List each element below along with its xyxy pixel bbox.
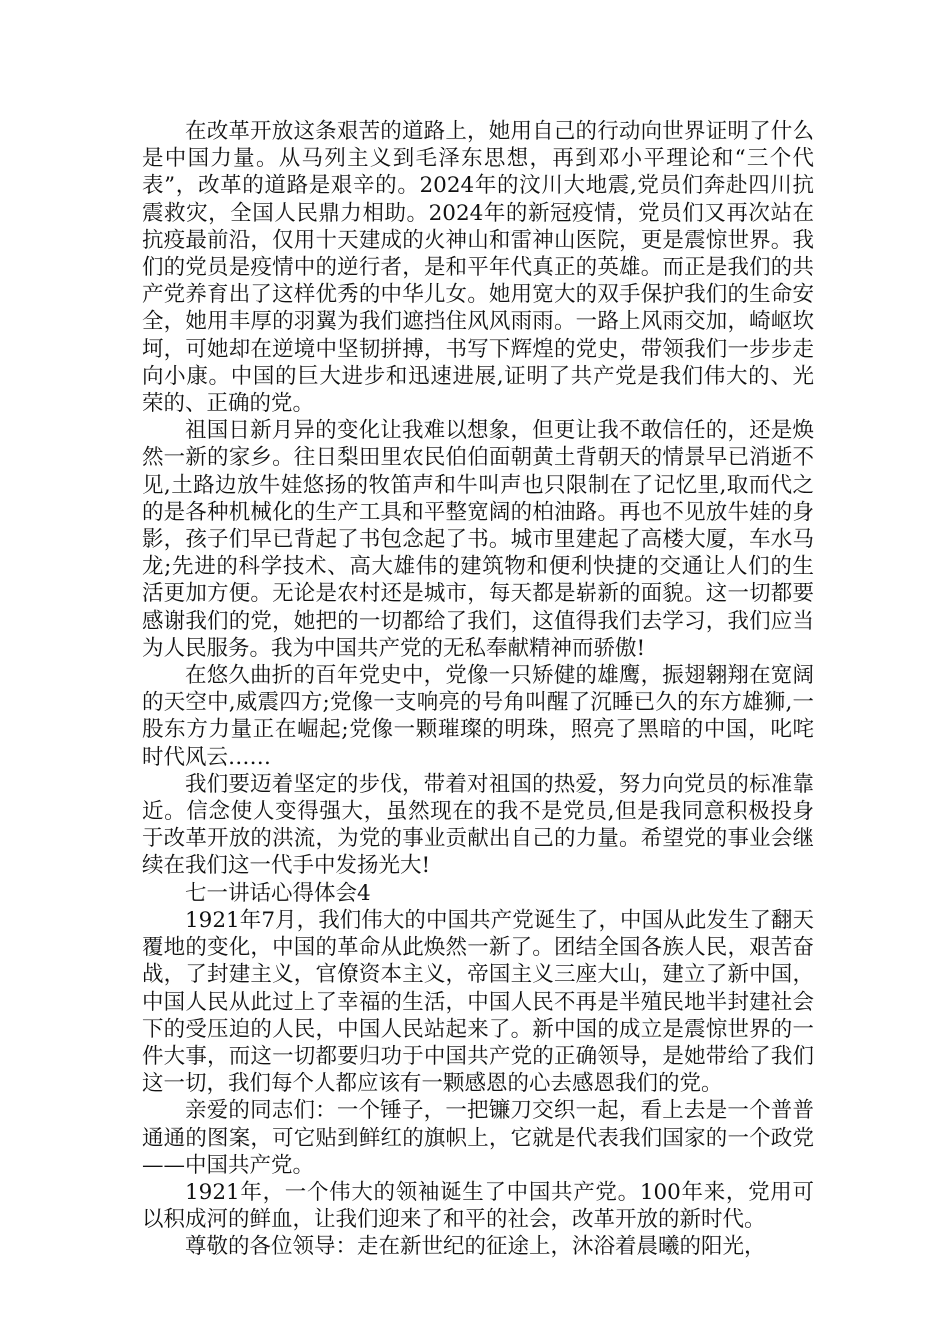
paragraph-hometown-change: 祖国日新月异的变化让我难以想象，但更让我不敢信任的，还是焕然一新的家乡。往日梨田里农民伯伯面朝黄土背朝天的情景早已消逝不见,土路边放牛娃悠扬的牧笛声和牛叫声也只限制在了记忆里,取而代之的是各种机械化的生产工具和平整宽阔的柏油路。再也不见放牛娃的身影，孩子们早已背起了书包念起了书。城市里建起了高楼大厦，车水马龙;先进的科学技术、高大雄伟的建筑物和便利快捷的交通让人们的生活更加方便。无论是农村还是城市，每天都是崭新的面貌。这一切都要感谢我们的党，她把的一切都给了我们，这值得我们去学习，我们应当为人民服务。我为中国共产党的无私奉献精神而骄傲! <box>142 418 814 661</box>
paragraph-comrades: 亲爱的同志们：一个锤子，一把镰刀交织一起，看上去是一个普普通通的图案，可它贴到鲜红的旗帜上，它就是代表我们国家的一个政党——中国共产党。 <box>142 1098 814 1178</box>
paragraph-greeting: 尊敬的各位领导：走在新世纪的征途上，沐浴着晨曦的阳光， <box>185 1234 766 1260</box>
paragraph-reform-opening: 在改革开放这条艰苦的道路上，她用自己的行动向世界证明了什么是中国力量。从马列主义到毛泽东思想，再到邓小平理论和“三个代表”，改革的道路是艰辛的。2024年的汶川大地震,党员们奔赴四川抗震救灾，全国人民鼎力相助。2024年的新冠疫情，党员们又再次站在抗疫最前沿，仅用十天建成的火神山和雷神山医院，更是震惊世界。我们的党员是疫情中的逆行者，是和平年代真正的英雄。而正是我们的共产党养育出了这样优秀的中华儿女。她用宽大的双手保护我们的生命安全，她用丰厚的羽翼为我们遮挡住风风雨雨。一路上风雨交加，崎岖坎坷，可她却在逆境中坚韧拼搏，书写下辉煌的党史，带领我们一步步走向小康。中国的巨大进步和迅速进展,证明了共产党是我们伟大的、光荣的、正确的党。 <box>142 119 814 417</box>
paragraph-party-history: 在悠久曲折的百年党史中，党像一只矫健的雄鹰，振翅翱翔在宽阔的天空中,威震四方;党像一支响亮的号角叫醒了沉睡已久的东方雄狮,一股东方力量正在崛起;党像一颗璀璨的明珠，照亮了黑暗的中国，叱咤时代风云…… <box>142 663 814 770</box>
paragraph-1921: 1921年，一个伟大的领袖诞生了中国共产党。100年来，党用可以积成河的鲜血，让我们迎来了和平的社会，改革开放的新时代。 <box>142 1179 814 1233</box>
section-heading: 七一讲话心得体会4 <box>185 880 371 906</box>
document-body <box>142 118 814 1261</box>
paragraph-resolve: 我们要迈着坚定的步伐，带着对祖国的热爱，努力向党员的标准靠近。信念使人变得强大，虽然现在的我不是党员,但是我同意积极投身于改革开放的洪流，为党的事业贡献出自己的力量。希望党的事业会继续在我们这一代手中发扬光大! <box>142 771 814 879</box>
paragraph-founding: 1921年7月，我们伟大的中国共产党诞生了，中国从此发生了翻天覆地的变化，中国的革命从此焕然一新了。团结全国各族人民，艰苦奋战，了封建主义，官僚资本主义，帝国主义三座大山，建立了新中国，中国人民从此过上了幸福的生活，中国人民不再是半殖民地半封建社会下的受压迫的人民，中国人民站起来了。新中国的成立是震惊世界的一件大事，而这一切都要归功于中国共产党的正确领导，是她带给了我们这一切，我们每个人都应该有一颗感恩的心去感恩我们的党。 <box>142 907 814 1097</box>
